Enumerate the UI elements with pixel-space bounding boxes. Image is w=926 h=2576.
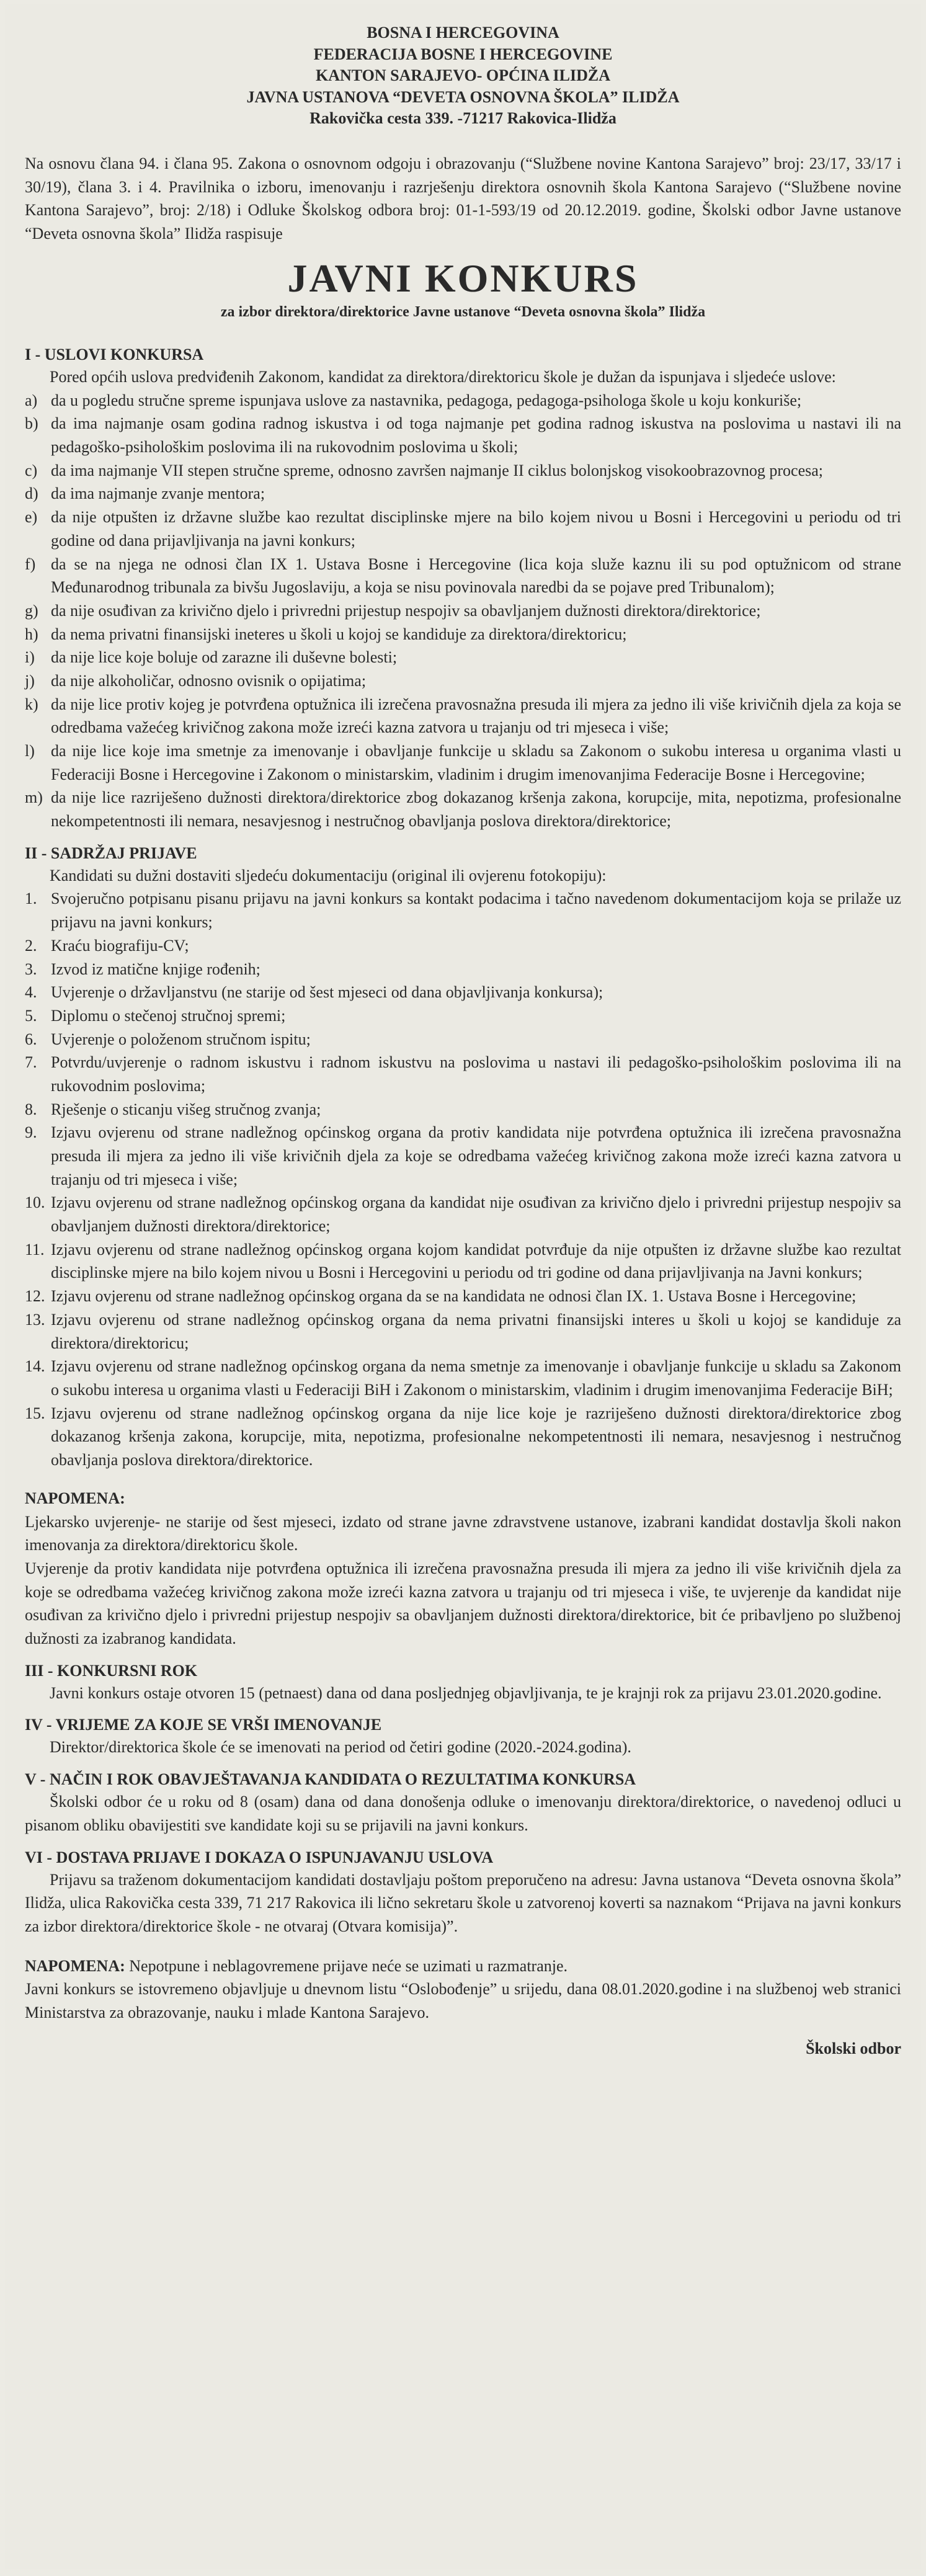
list-item [25, 389, 901, 412]
list-item-text: da u pogledu stručne spreme ispunjava uslove za nastavnika, pedagoga, pedagoga-psihologa škole u koju konkuriše; [51, 391, 802, 409]
list-item [25, 934, 901, 958]
section-heading-conditions: I - USLOVI KONKURSA [25, 345, 204, 364]
note-paragraph-medical: Ljekarsko uvjerenje- ne starije od šest mjeseci, izdato od strane javne zdravstvene ustanove, izabrani kandidat dostavlja školi nakon imenovanja za direktora/direktoricu škole. [25, 1512, 901, 1554]
notification-text: Školski odbor će u roku od 8 (osam) dana od dana donošenja odluke o imenovanju direktora/direktorice, o navedenoj odluci u pisanom obliku obavijestiti sve kandidate koji su se prijavili na javni konkurs. [25, 1793, 901, 1834]
list-item [25, 887, 901, 934]
section-heading-deadline: III - KONKURSNI ROK [25, 1661, 198, 1680]
list-item-text: Izjavu ovjerenu od strane nadležnog općinskog organa da se na kandidata ne odnosi član IX. 1. Ustava Bosne i Hercegovine; [51, 1287, 857, 1306]
list-marker: e) [25, 508, 38, 527]
header-address: Rakovička cesta 339. -71217 Rakovica-Ilidža [309, 109, 617, 128]
header-country: BOSNA I HERCEGOVINA [367, 24, 559, 42]
list-item [25, 599, 901, 623]
list-item-text: da nije lice protiv kojeg je potvrđena optužnica ili izrečena pravosnažna presuda ili mjera za jedno ili više krivičnih djela za koja se odredbama važećeg krivičnog zakona može izreći kazna zatvora u trajanju od tri mjeseca i više; [51, 695, 901, 737]
header-institution: JAVNA USTANOVA “DEVETA OSNOVNA ŠKOLA” ILIDŽA [246, 87, 680, 106]
list-item-text: da nije lice razriješeno dužnosti direktora/direktorice zbog dokazanog kršenja zakona, korupcije, mita, nepotizma, profesionalne nekompetentnosti ili nemara, nesavjesnog i nestručnog obavljanja poslova direktora/direktorice; [51, 788, 901, 831]
document-page [5, 4, 921, 2569]
list-marker: 11. [25, 1240, 45, 1259]
list-item-text: Izjavu ovjerenu od strane nadležnog općinskog organa da protiv kandidata nije potvrđena optužnica ili izrečena pravosnažna presuda ili mjera za jedno ili više krivičnih djela za koje se odredbama važećeg krivičnog zakona može izreći kazna zatvora u trajanju od tri mjeseca i više; [51, 1123, 901, 1188]
list-item-text: da nije osuđivan za krivično djelo i privredni prijestup nespojiv sa obavljanjem dužnosti direktora/direktorice; [51, 601, 761, 620]
list-item [25, 1028, 901, 1051]
list-marker: 8. [25, 1100, 37, 1118]
list-item-text: Uvjerenje o položenom stručnom ispitu; [51, 1030, 311, 1048]
list-item-text: da ima najmanje osam godina radnog iskustva i od toga najmanje pet godina radnog iskustva na poslovima u nastavi ili na pedagoško-psihološkim poslovima ili na rukovodnim poslovima u školi; [51, 414, 901, 457]
list-marker: 13. [25, 1310, 45, 1329]
document-subtitle: za izbor direktora/direktorice Javne ustanove “Deveta osnovna škola” Ilidža [220, 304, 706, 321]
list-marker: l) [25, 742, 35, 760]
document-title: JAVNI KONKURS [287, 256, 639, 300]
list-marker: 2. [25, 936, 37, 955]
list-item-text: Svojeručno potpisanu pisanu prijavu na javni konkurs sa kontakt podacima i tačno navedenom dokumentacijom koja se prilaže uz prijavu na javni konkurs; [51, 889, 901, 932]
list-item-text: Izvod iz matične knjige rođenih; [51, 960, 260, 978]
deadline-text: Javni konkurs ostaje otvoren 15 (petnaest) dana od dana posljednjeg objavljivanja, te je krajnji rok za prijavu 23.01.2020.godine. [50, 1683, 882, 1702]
list-marker: 14. [25, 1357, 45, 1376]
list-item-text: da ima najmanje VII stepen stručne spreme, odnosno završen najmanje II ciklus bolonjskog visokoobrazovnog procesa; [51, 461, 824, 479]
list-item [25, 958, 901, 981]
list-marker: f) [25, 555, 36, 573]
list-marker: 4. [25, 983, 37, 1002]
documents-list [25, 887, 901, 1471]
submission-text: Prijavu sa traženom dokumentacijom kandidati dostavljaju poštom preporučeno na adresu: Javna ustanova “Deveta osnovna škola” Ilidža, ulica Rakovička cesta 339, 71 217 Rakovica ili lično sekretaru škole u zatvorenoj koverti sa naznakom “Prijava na javni konkurs za izbor direktora/direktorice škole - ne otvaraj (Otvara komisija)”. [25, 1870, 901, 1935]
list-item-text: Diplomu o stečenoj stručnoj spremi; [51, 1006, 286, 1025]
header-canton: KANTON SARAJEVO- OPĆINA ILIDŽA [315, 66, 610, 85]
list-item [25, 739, 901, 786]
list-item-text: da nema privatni finansijski ineteres u školi u kojoj se kandiduje za direktora/direktoricu; [51, 625, 627, 643]
list-item-text: Potvrdu/uvjerenje o radnom iskustvu i radnom iskustvu na poslovima u nastavi ili pedagoško-psihološkim poslovima ili na rukovodnim poslovima; [51, 1053, 901, 1095]
list-item [25, 1355, 901, 1401]
list-marker: h) [25, 625, 38, 643]
list-marker: 10. [25, 1193, 45, 1212]
list-item [25, 981, 901, 1004]
section-lead: Kandidati su dužni dostaviti sljedeću dokumentaciju (original ili ovjerenu fotokopiju): [50, 866, 607, 885]
section-heading-term: IV - VRIJEME ZA KOJE SE VRŠI IMENOVANJE [25, 1716, 382, 1734]
list-marker: i) [25, 648, 35, 667]
list-item [25, 1191, 901, 1237]
signature: Školski odbor [806, 2039, 901, 2057]
list-item [25, 1308, 901, 1355]
list-item-text: Uvjerenje o državljanstvu (ne starije od šest mjeseci od dana objavljivanja konkursa); [51, 983, 603, 1002]
list-marker: m) [25, 788, 43, 807]
list-marker: 1. [25, 889, 37, 908]
final-note-label: NAPOMENA: [25, 1956, 125, 1975]
list-marker: k) [25, 695, 38, 713]
note-heading: NAPOMENA: [25, 1489, 125, 1507]
list-item [25, 1121, 901, 1191]
list-marker: 6. [25, 1030, 37, 1048]
header-federation: FEDERACIJA BOSNE I HERCEGOVINE [313, 45, 613, 63]
list-item [25, 786, 901, 832]
list-item-text: da se na njega ne odnosi član IX 1. Ustava Bosne i Hercegovine (lica koja služe kaznu ili su pod optužnicom od strane Međunarodnog tribunala za bivšu Jugoslaviju, a koja se nisu povinovala naredbi da se pojave pred Tribunalom); [51, 555, 901, 597]
list-item [25, 1051, 901, 1097]
section-heading-application: II - SADRŽAJ PRIJAVE [25, 844, 197, 862]
list-marker: 9. [25, 1123, 37, 1142]
list-marker: g) [25, 601, 38, 620]
list-item [25, 1004, 901, 1028]
list-marker: 5. [25, 1006, 37, 1025]
section-lead: Pored općih uslova predviđenih Zakonom, kandidat za direktora/direktoricu škole je dužan da ispunjava i sljedeće uslove: [50, 368, 836, 386]
list-item [25, 1402, 901, 1472]
list-marker: a) [25, 391, 38, 409]
list-item-text: Izjavu ovjerenu od strane nadležnog općinskog organa da nije lice koje je razriješeno dužnosti direktora/direktorice zbog dokazanog kršenja zakona, korupcije, mita, nepotizma, profesionalne nekompetentnosti ili nemara, nesavjesnog i nestručnog obavljanja poslova direktora/direktorice. [51, 1404, 901, 1469]
list-item-text: da nije otpušten iz državne službe kao rezultat disciplinske mjere na bilo kojem nivou u Bosni i Hercegovini u periodu od tri godine od dana prijavljivanja na javni konkurs; [51, 508, 901, 550]
list-marker: c) [25, 461, 38, 479]
list-marker: 3. [25, 960, 37, 978]
list-item-text: da nije lice koje boluje od zarazne ili duševne bolesti; [51, 648, 398, 667]
list-item-text: da nije alkoholičar, odnosno ovisnik o opijatima; [51, 671, 367, 690]
list-item-text: Izjavu ovjerenu od strane nadležnog općinskog organa kojom kandidat potvrđuje da nije otpušten iz državne službe kao rezultat disciplinske mjere na bilo kojem nivou u Bosni i Hercegovini u periodu od tri godine od dana prijavljivanja na Javni konkurs; [51, 1240, 901, 1282]
list-item-text: Izjavu ovjerenu od strane nadležnog općinskog organa da kandidat nije osuđivan za krivično djelo i privredni prijestup nespojiv sa obavljanjem dužnosti direktora/direktorice; [51, 1193, 901, 1236]
publication-note: Javni konkurs se istovremeno objavljuje u dnevnom listu “Oslobođenje” u srijedu, dana 08.01.2020.godine i na službenoj web stranici Ministarstva za obrazovanje, nauku i mlade Kantona Sarajevo. [25, 1980, 901, 2021]
list-marker: 12. [25, 1287, 45, 1306]
list-item-text: Rješenje o sticanju višeg stručnog zvanja; [51, 1100, 321, 1118]
list-item-text: da nije lice koje ima smetnje za imenovanje i obavljanje funkcije u skladu sa Zakonom o sukobu interesa u organima vlasti u Federaciji Bosne i Hercegovine i Zakonom o ministarskim, vladinim i drugim imenovanjima Federacije Bosne i Hercegovine; [51, 742, 901, 783]
list-item-text: da ima najmanje zvanje mentora; [51, 484, 265, 503]
term-text: Direktor/direktorica škole će se imenovati na period od četiri godine (2020.-2024.godina). [50, 1738, 631, 1757]
list-marker: 7. [25, 1053, 37, 1072]
list-marker: 15. [25, 1404, 45, 1422]
list-item [25, 646, 901, 669]
list-item [25, 1238, 901, 1285]
list-item-text: Izjavu ovjerenu od strane nadležnog općinskog organa da nema privatni finansijski interes u školi u kojoj se kandiduje za direktora/direktoricu; [51, 1310, 901, 1352]
final-note-text: Nepotpune i neblagovremene prijave neće se uzimati u razmatranje. [129, 1956, 568, 1975]
document-header [25, 22, 901, 130]
conditions-list [25, 389, 901, 833]
note-paragraph-certificate: Uvjerenje da protiv kandidata nije potvrđena optužnica ili izrečena pravosnažna presuda ili mjera za jedno ili više krivičnih djela za koje se odredbama važećeg krivičnog zakona može izreći kazna zatvora u trajanju od tri mjeseca i više, te uvjerenje da kandidat nije osuđivan za krivično djelo i privredni prijestup nespojiv sa obavljanjem dužnosti direktora/direktorice, bit će pribavljeno po službenoj dužnosti za izabranog kandidata. [25, 1559, 901, 1648]
list-item [25, 693, 901, 739]
list-item [25, 506, 901, 552]
list-item [25, 482, 901, 506]
list-marker: j) [25, 671, 35, 690]
list-item [25, 1098, 901, 1121]
list-marker: b) [25, 414, 38, 433]
intro-paragraph: Na osnovu člana 94. i člana 95. Zakona o osnovnom odgoju i obrazovanju (“Službene novine Kantona Sarajevo” broj: 23/17, 33/17 i 30/19), člana 3. i 4. Pravilnika o izboru, imenovanju i razrješenju direktora osnovnih škola Kantona Sarajevo (“Službene novine Kantona Sarajevo”, broj: 2/18) i Odluke Školskog odbora broj: 01-1-593/19 od 20.12.2019. godine, Školski odbor Javne ustanove “Deveta osnovna škola” Ilidža raspisuje [25, 154, 901, 243]
section-heading-submission: VI - DOSTAVA PRIJAVE I DOKAZA O ISPUNJAVANJU USLOVA [25, 1848, 494, 1866]
section-heading-notification: V - NAČIN I ROK OBAVJEŠTAVANJA KANDIDATA O REZULTATIMA KONKURSA [25, 1770, 636, 1789]
final-note [25, 1954, 901, 1978]
list-item [25, 623, 901, 646]
list-marker: d) [25, 484, 38, 503]
list-item [25, 553, 901, 599]
list-item-text: Kraću biografiju-CV; [51, 936, 189, 955]
list-item [25, 412, 901, 458]
list-item [25, 459, 901, 483]
list-item [25, 669, 901, 693]
list-item-text: Izjavu ovjerenu od strane nadležnog općinskog organa da nema smetnje za imenovanje i obavljanje funkcije u skladu sa Zakonom o sukobu interesa u organima vlasti u Federaciji BiH i Zakonom o ministarskim, vladinim i drugim imenovanjima Federacije BiH; [51, 1357, 901, 1399]
list-item [25, 1285, 901, 1308]
